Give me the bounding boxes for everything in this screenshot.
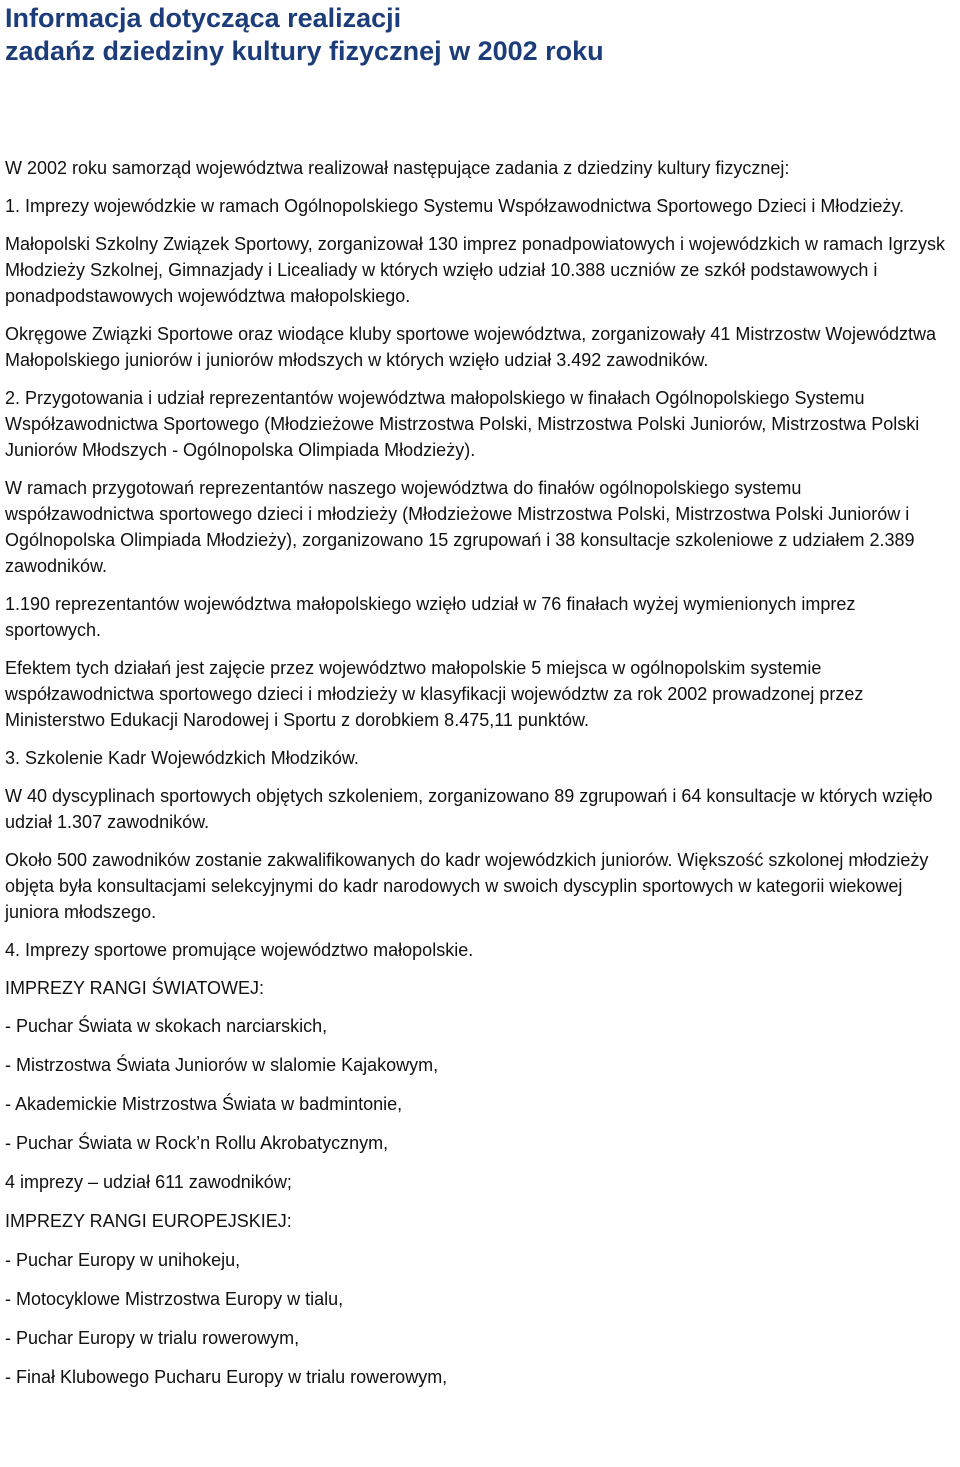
body-paragraph: Okręgowe Związki Sportowe oraz wiodące kluby sportowe województwa, zorganizowały 41 Mistrzostw Województwa Małopolskiego juniorów i juniorów młodszych w których wzięło udział 3.492 zawodników.: [5, 324, 937, 370]
title-line-1: Informacja dotycząca realizacji: [5, 3, 402, 33]
body-paragraph: Efektem tych działań jest zajęcie przez województwo małopolskie 5 miejsca w ogólnopolskim systemie współzawodnictwa sportowego dzieci i młodzieży w klasyfikacji województw za rok 2002 prowadzonej przez Ministerstwo Edukacji Narodowej i Sportu z dorobkiem 8.475,11 punktów.: [5, 658, 864, 730]
list-item: - Puchar Świata w Rock’n Rollu Akrobatycznym,: [5, 1133, 389, 1153]
section-3-heading: 3. Szkolenie Kadr Wojewódzkich Młodzików.: [5, 748, 359, 768]
page-title: [5, 2, 954, 68]
section-1-heading: 1. Imprezy wojewódzkie w ramach Ogólnopolskiego Systemu Współzawodnictwa Sportowego Dzieci i Młodzieży.: [5, 196, 905, 216]
list-item: - Finał Klubowego Pucharu Europy w trialu rowerowym,: [5, 1367, 448, 1387]
body-paragraph: W ramach przygotowań reprezentantów naszego województwa do finałów ogólnopolskiego systemu współzawodnictwa sportowego dzieci i młodzieży (Młodzieżowe Mistrzostwa Polski, Mistrzostwa Polski Juniorów i Ogólnopolska Olimpiada Młodzieży), zorganizowano 15 zgrupowań i 38 konsultacje szkoleniowe z udziałem 2.389 zawodników.: [5, 478, 915, 576]
list-item: - Akademickie Mistrzostwa Świata w badmintonie,: [5, 1094, 403, 1114]
body-paragraph: Około 500 zawodników zostanie zakwalifikowanych do kadr wojewódzkich juniorów. Większość szkolonej młodzieży objęta była konsultacjami selekcyjnymi do kadr narodowych w swoich dyscyplin sportowych w kategorii wiekowej juniora młodszego.: [5, 850, 929, 922]
list-item: - Puchar Świata w skokach narciarskich,: [5, 1016, 328, 1036]
european-events-heading: IMPREZY RANGI EUROPEJSKIEJ:: [5, 1211, 292, 1231]
list-item: - Motocyklowe Mistrzostwa Europy w tialu,: [5, 1289, 344, 1309]
body-paragraph: Małopolski Szkolny Związek Sportowy, zorganizował 130 imprez ponadpowiatowych i wojewódzkich w ramach Igrzysk Młodzieży Szkolnej, Gimnazjady i Licealiady w których wzięło udział 10.388 uczniów ze szkół podstawowych i ponadpodstawowych województwa małopolskiego.: [5, 234, 946, 306]
document-body: [5, 155, 954, 1390]
world-events-heading: IMPREZY RANGI ŚWIATOWEJ:: [5, 978, 265, 998]
section-2-heading: 2. Przygotowania i udział reprezentantów województwa małopolskiego w finałach Ogólnopolskiego Systemu Współzawodnictwa Sportowego (Młodzieżowe Mistrzostwa Polski, Mistrzostwa Polski Juniorów, Mistrzostwa Polski Juniorów Młodszych - Ogólnopolska Olimpiada Młodzieży).: [5, 388, 920, 460]
body-paragraph: W 40 dyscyplinach sportowych objętych szkoleniem, zorganizowano 89 zgrupowań i 64 konsultacje w których wzięło udział 1.307 zawodników.: [5, 786, 933, 832]
list-item: - Puchar Europy w unihokeju,: [5, 1250, 241, 1270]
intro-paragraph: W 2002 roku samorząd województwa realizował następujące zadania z dziedziny kultury fizycznej:: [5, 158, 790, 178]
section-4-heading: 4. Imprezy sportowe promujące województwo małopolskie.: [5, 940, 474, 960]
world-events-summary: 4 imprezy – udział 611 zawodników;: [5, 1172, 292, 1192]
list-item: - Mistrzostwa Świata Juniorów w slalomie Kajakowym,: [5, 1055, 439, 1075]
list-item: - Puchar Europy w trialu rowerowym,: [5, 1328, 300, 1348]
title-line-2: zadańz dziedziny kultury fizycznej w 2002 roku: [5, 36, 604, 66]
body-paragraph: 1.190 reprezentantów województwa małopolskiego wzięło udział w 76 finałach wyżej wymienionych imprez sportowych.: [5, 594, 856, 640]
